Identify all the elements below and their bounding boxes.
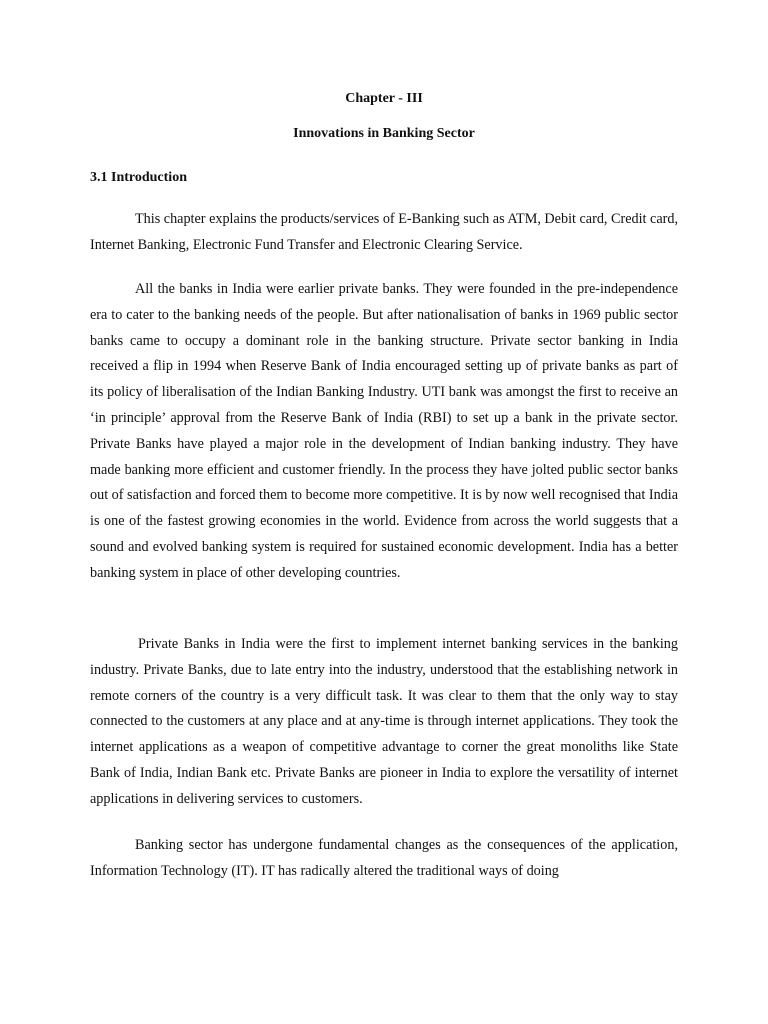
paragraph-history: All the banks in India were earlier private banks. They were founded in the pre-independence era to cater to the banking needs of the people. But after nationalisation of banks in 1969 public sector banks came to occupy a dominant role in the banking structure. Private sector banking in India received a flip in 1994 when Reserve Bank of India encouraged setting up of private banks as part of its policy of liberalisation of the Indian Banking Industry. UTI bank was amongst the first to receive an ‘in principle’ approval from the Reserve Bank of India (RBI) to set up a bank in the private sector. Private Banks have played a major role in the development of Indian banking industry. They have made banking more efficient and customer friendly. In the process they have jolted public sector banks out of satisfaction and forced them to become more competitive. It is by now well recognised that India is one of the fastest growing economies in the world. Evidence from across the world suggests that a sound and evolved banking system is required for sustained economic development. India has a better banking system in place of other developing countries. (90, 281, 678, 581)
section-heading: 3.1 Introduction (90, 170, 187, 185)
paragraph-internet-banking: Private Banks in India were the first to implement internet banking services in the banking industry. Private Banks, due to late entry into the industry, understood that the establishing network in remote corners of the country is a very difficult task. It was clear to them that the only way to stay connected to the customers at any place and at any-time is through internet applications. They took the internet applications as a weapon of competitive advantage to corner the great monoliths like State Bank of India, Indian Bank etc. Private Banks are pioneer in India to explore the versatility of internet applications in delivering services to customers. (90, 636, 678, 807)
chapter-label: Chapter - III (345, 91, 423, 106)
paragraph-intro: This chapter explains the products/services of E-Banking such as ATM, Debit card, Credit card, Internet Banking, Electronic Fund Transfer and Electronic Clearing Service. (90, 211, 678, 253)
paragraph-it-changes: Banking sector has undergone fundamental changes as the consequences of the application, Information Technology (IT). IT has radically altered the traditional ways of doing (90, 837, 678, 879)
chapter-title: Innovations in Banking Sector (293, 126, 475, 141)
